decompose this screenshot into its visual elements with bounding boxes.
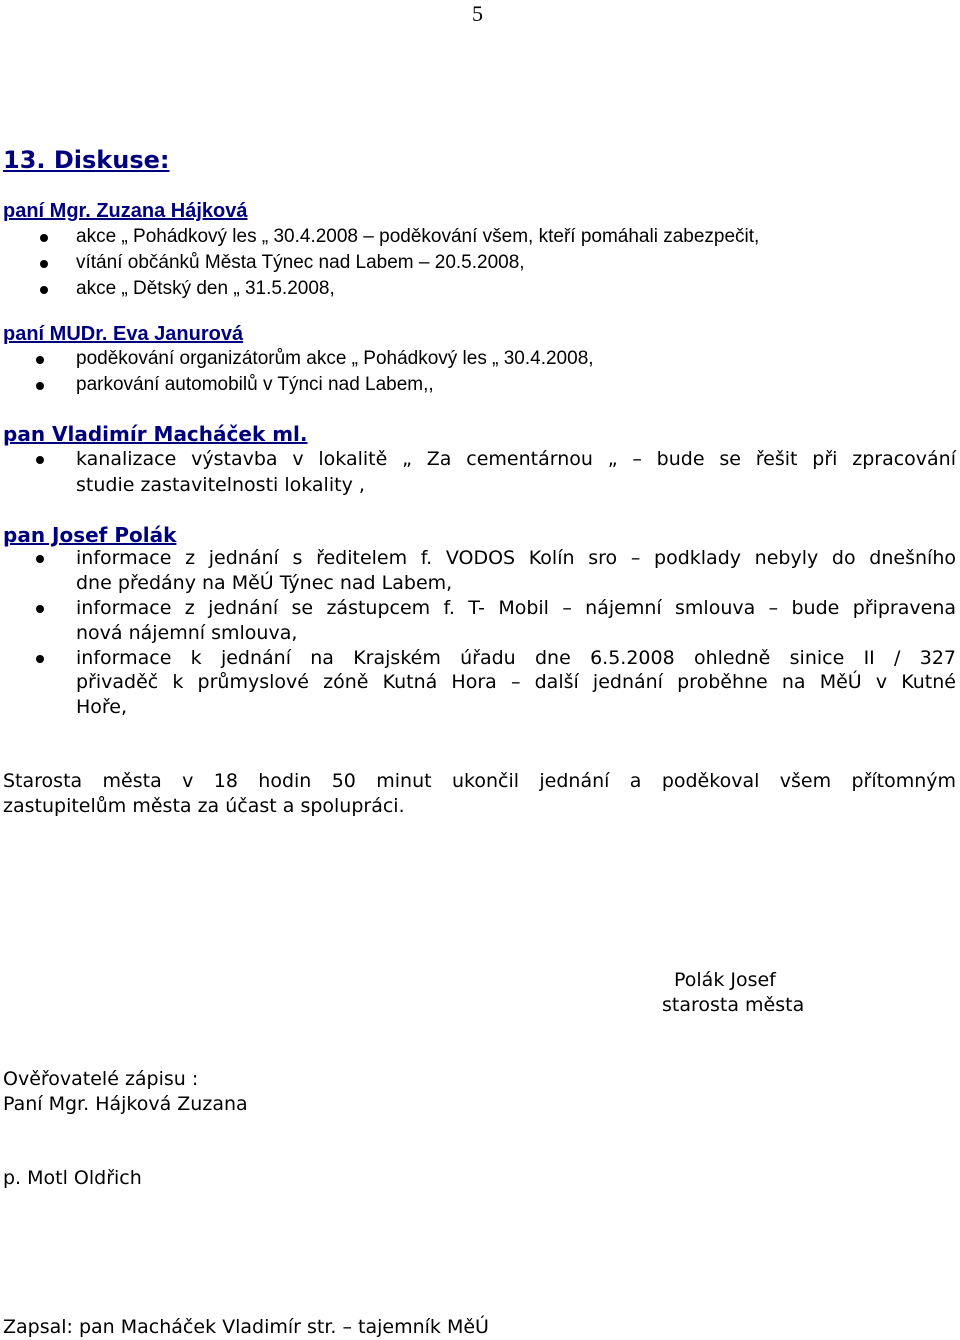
list-item-line: Hoře, [76, 696, 128, 718]
list-item-line: kanalizace výstavba v lokalitě „ Za cementárnou „ – bude se řešit při zpracování [76, 448, 956, 470]
bullet-icon [40, 260, 48, 268]
verifiers-label: Ověřovatelé zápisu : [3, 1068, 199, 1090]
list-item-line: informace k jednání na Krajském úřadu dne 6.5.2008 ohledně sinice II / 327 [76, 647, 956, 669]
bullet-icon [36, 555, 44, 563]
bullet-icon [36, 356, 44, 364]
list-item: poděkování organizátorům akce „ Pohádkový les „ 30.4.2008, [76, 348, 594, 369]
bullet-icon [36, 605, 44, 613]
list-item: akce „ Dětský den „ 31.5.2008, [76, 278, 335, 299]
list-item: vítání občánků Města Týnec nad Labem – 20.5.2008, [76, 252, 525, 273]
section-heading: 13. Diskuse: [3, 146, 170, 174]
list-item-line: přivaděč k průmyslové zóně Kutná Hora – další jednání proběhne na MěÚ v Kutné [76, 671, 956, 693]
list-item: parkování automobilů v Týnci nad Labem,, [76, 374, 434, 395]
signature-title: starosta města [662, 994, 805, 1016]
verifier-name: p. Motl Oldřich [3, 1167, 142, 1189]
list-item-line: informace z jednání se zástupcem f. T- Mobil – nájemní smlouva – bude připravena [76, 597, 956, 619]
list-item: akce „ Pohádkový les „ 30.4.2008 – poděkování všem, kteří pomáhali zabezpečit, [76, 226, 760, 247]
list-item-line: informace z jednání s ředitelem f. VODOS Kolín sro – podklady nebyly do dnešního [76, 547, 956, 569]
bullet-icon [36, 655, 44, 663]
list-item-line: nová nájemní smlouva, [76, 622, 298, 644]
bullet-icon [40, 286, 48, 294]
signature-name: Polák Josef [674, 969, 776, 991]
bullet-icon [36, 456, 44, 464]
bullet-icon [40, 234, 48, 242]
speaker-janurova: paní MUDr. Eva Janurová [3, 323, 244, 345]
list-item-line: dne předány na MěÚ Týnec nad Labem, [76, 572, 453, 594]
closing-line: Starosta města v 18 hodin 50 minut ukončil jednání a poděkoval všem přítomným [3, 770, 956, 792]
speaker-machacek: pan Vladimír Macháček ml. [3, 422, 308, 446]
closing-line: zastupitelům města za účast a spolupráci. [3, 795, 405, 817]
verifier-name: Paní Mgr. Hájková Zuzana [3, 1093, 248, 1115]
bullet-icon [36, 382, 44, 390]
recorder-line: Zapsal: pan Macháček Vladimír str. – tajemník MěÚ [3, 1316, 489, 1338]
page-number: 5 [472, 1, 483, 26]
speaker-hajkova: paní Mgr. Zuzana Hájková [3, 200, 248, 222]
speaker-polak: pan Josef Polák [3, 523, 177, 547]
list-item-line: studie zastavitelnosti lokality , [76, 474, 365, 496]
